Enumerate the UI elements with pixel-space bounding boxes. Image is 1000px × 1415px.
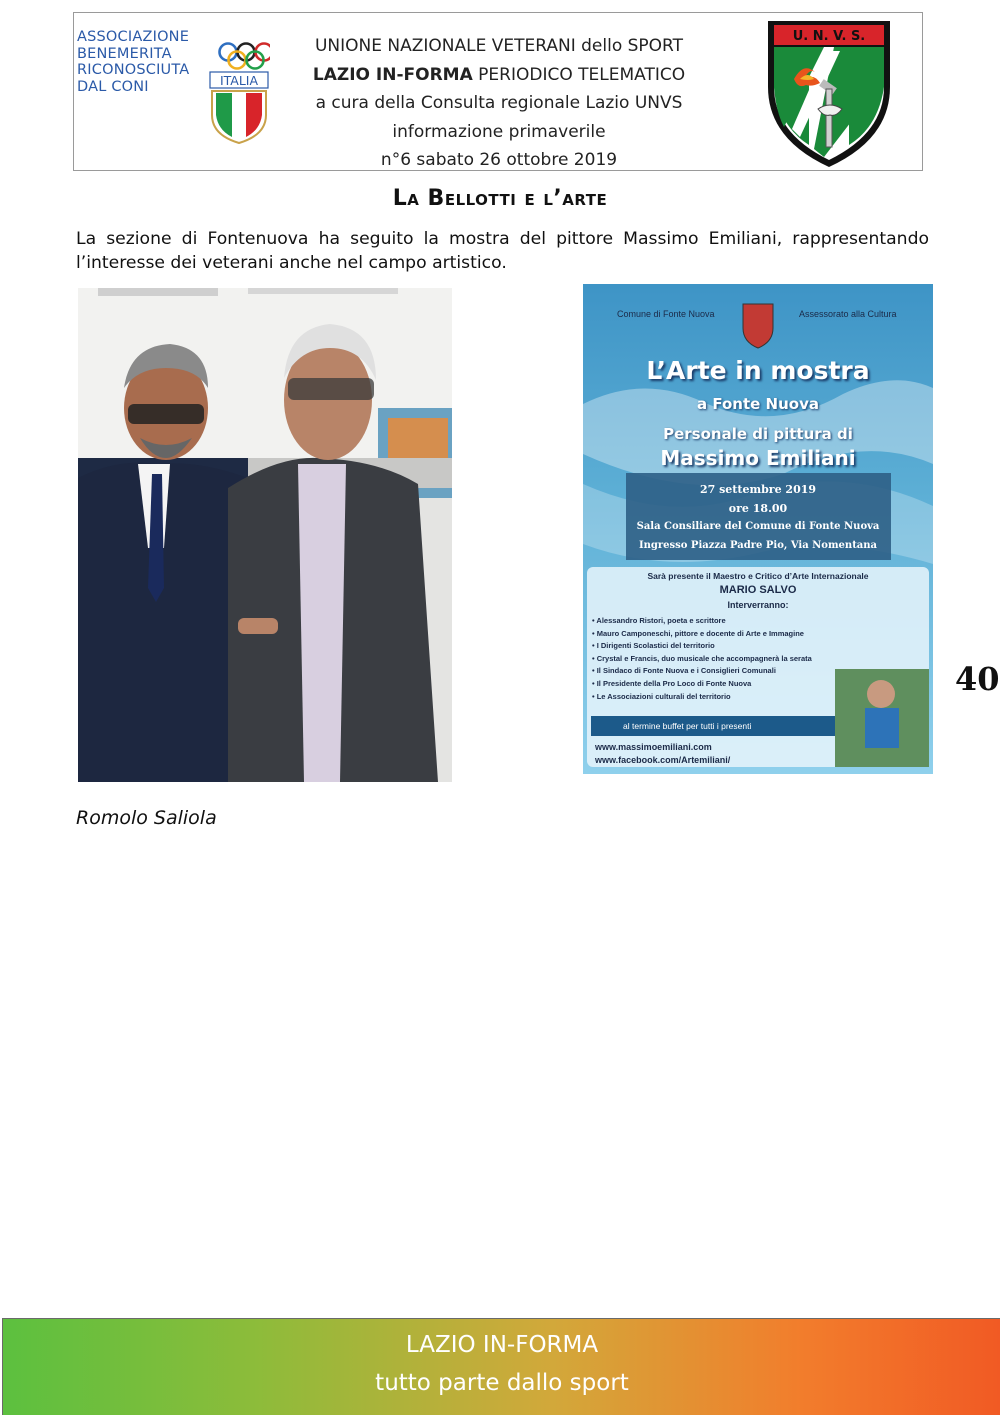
speaker-item: • Alessandro Ristori, poeta e scrittore	[592, 616, 726, 625]
poster-date: 27 settembre 2019	[699, 483, 817, 496]
poster-title: L’Arte in mostra	[646, 356, 870, 385]
poster-time: ore 18.00	[728, 502, 788, 515]
speaker-item: • Mauro Camponeschi, pittore e docente di Arte e Immagine	[592, 628, 804, 638]
article-author: Romolo Saliola	[76, 807, 217, 829]
coni-line: BENEMERITA	[77, 45, 172, 62]
coni-line: ASSOCIAZIONE	[77, 29, 190, 45]
page-number: 40	[955, 660, 1000, 698]
poster-personale: Personale di pittura di	[663, 425, 853, 443]
poster-interverranno: Interverranno:	[727, 600, 789, 610]
poster-venue: Sala Consiliare del Comune di Fonte Nuova	[636, 521, 880, 532]
speaker-item: • Il Sindaco di Fonte Nuova e i Consiglieri Comunali	[592, 666, 776, 676]
coni-line: DAL CONI	[77, 78, 149, 95]
unvs-shield-logo	[764, 17, 894, 169]
unvs-logo-text: U. N. V. S.	[792, 29, 866, 44]
coni-line: RICONOSCIUTA	[77, 62, 190, 78]
masthead-text	[279, 32, 719, 175]
edition-line: informazione primaverile	[392, 121, 606, 142]
speaker-item: • I Dirigenti Scolastici del territorio	[592, 641, 715, 651]
speaker-item: • Il Presidente della Pro Loco di Fonte Nuova	[592, 678, 752, 688]
poster-website: www.massimoemiliani.com	[595, 742, 712, 752]
article-title: La Bellotti e l’arte	[392, 186, 608, 211]
poster-critic: MARIO SALVO	[719, 584, 797, 596]
poster-subtitle: a Fonte Nuova	[697, 395, 819, 413]
poster-facebook: www.facebook.com/Artemiliani/	[595, 755, 731, 765]
poster-top-right: Assessorato alla Cultura	[799, 309, 897, 319]
periodical-title: LAZIO IN-FORMA	[312, 64, 473, 85]
periodical-name	[279, 61, 719, 90]
poster-speakers	[592, 615, 842, 703]
poster-presente: Sarà presente il Maestro e Critico d’Arte Internazionale	[647, 571, 869, 581]
footer-banner	[2, 1318, 1000, 1415]
issue-date: n°6 sabato 26 ottobre 2019	[380, 150, 618, 170]
speaker-item: • Crystal e Francis, duo musicale che accompagnerà la serata	[592, 653, 812, 663]
footer-slogan: tutto parte dallo sport	[375, 1370, 629, 1396]
poster-buffet: al termine buffet per tutti i presenti	[623, 721, 752, 731]
federation-name: UNIONE NAZIONALE VETERANI dello SPORT	[314, 36, 684, 56]
speaker-item: • Le Associazioni culturali del territorio	[592, 691, 731, 701]
coni-italia-logo	[80, 35, 270, 145]
italia-badge-text: ITALIA	[219, 73, 259, 88]
editor-line: a cura della Consulta regionale Lazio UNVS	[315, 93, 683, 113]
poster-artist: Massimo Emiliani	[660, 446, 856, 470]
footer-title: LAZIO IN-FORMA	[405, 1332, 599, 1358]
event-photo	[78, 288, 452, 782]
exhibition-poster	[583, 284, 933, 774]
periodical-type: PERIODICO TELEMATICO	[472, 64, 686, 85]
article-body: La sezione di Fontenuova ha seguito la mostra del pittore Massimo Emiliani, rappresentando l’interesse dei veterani anche nel campo artistico.	[76, 229, 929, 273]
masthead	[73, 12, 923, 171]
poster-top-left: Comune di Fonte Nuova	[617, 309, 715, 319]
poster-address: Ingresso Piazza Padre Pio, Via Nomentana	[638, 540, 878, 551]
